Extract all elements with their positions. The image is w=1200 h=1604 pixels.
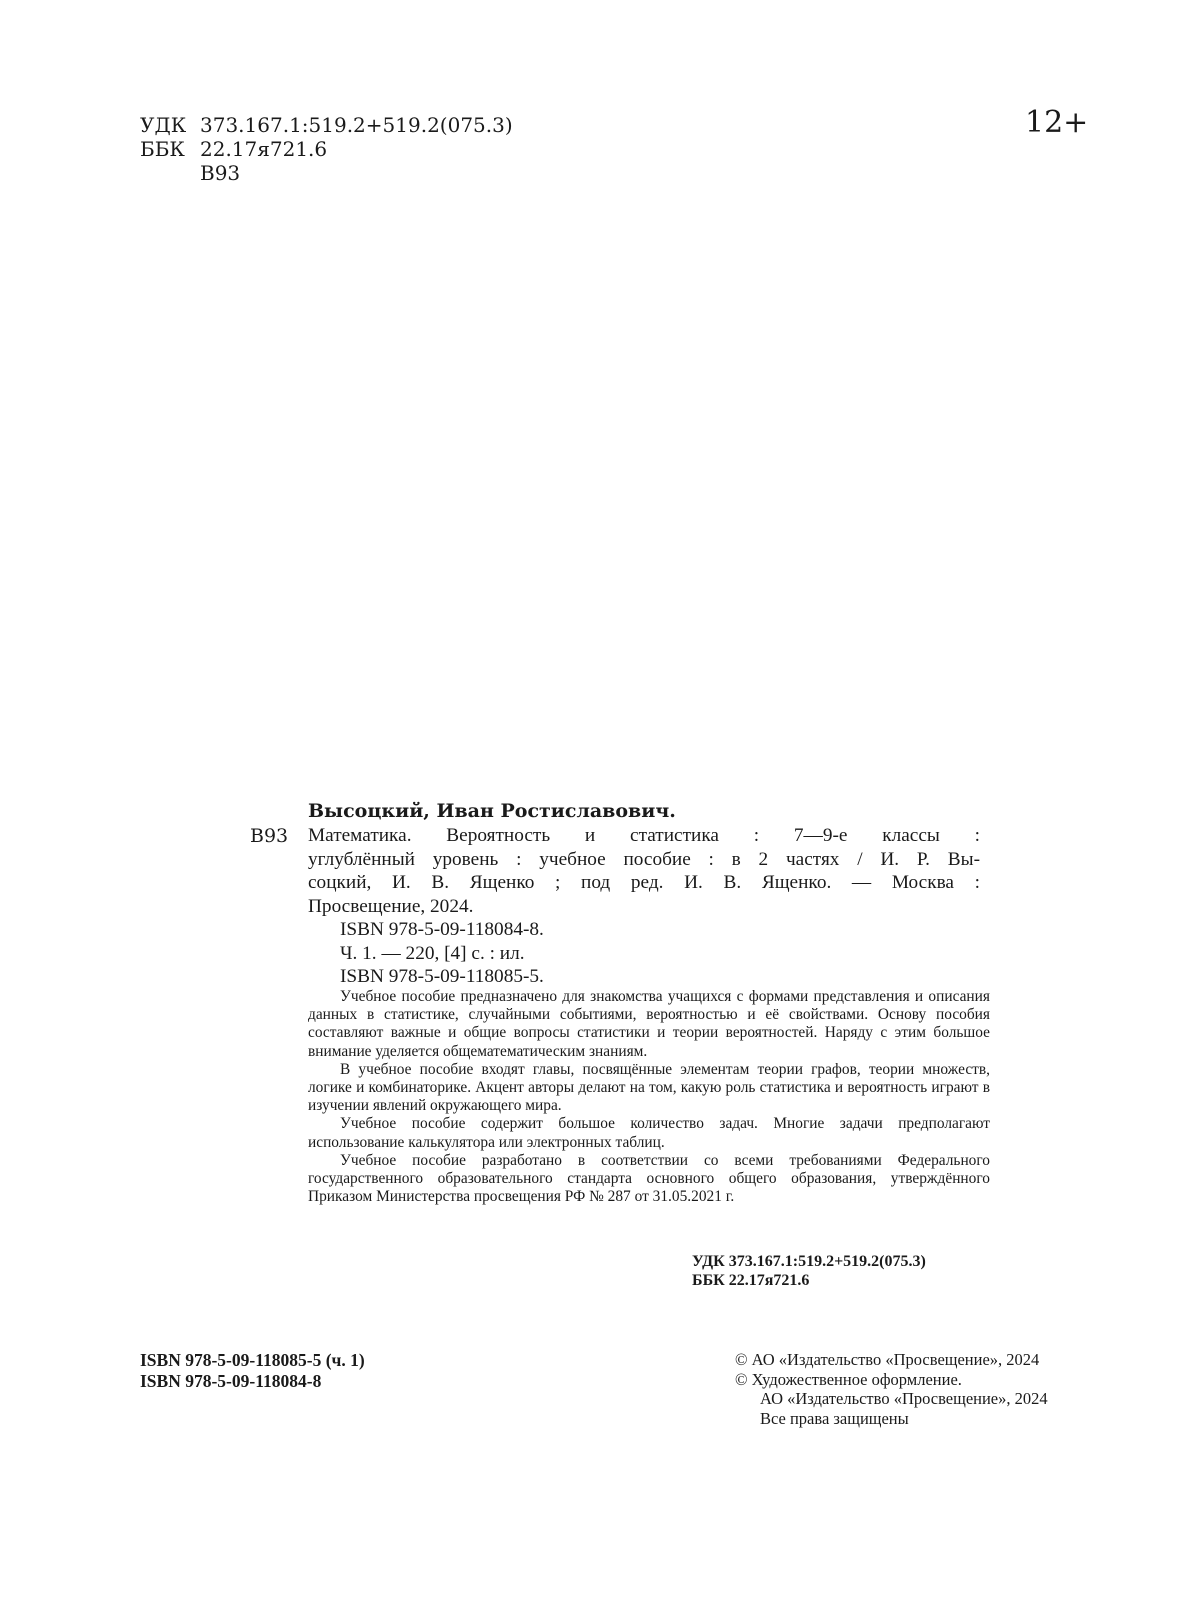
annotation-paragraph: Учебное пособие разработано в соответствии со всеми требованиями Федерального государственного образовательного стандарта основного общего образования, утверждённого Приказом Министерства просвещения РФ № 287 от 31.05.2021 г. — [308, 1151, 990, 1206]
isbn-footer-line: ISBN 978-5-09-118085-5 (ч. 1) — [140, 1350, 365, 1370]
udk-bottom: УДК 373.167.1:519.2+519.2(075.3) — [692, 1253, 926, 1270]
author-mark-left: В93 — [250, 825, 289, 847]
bbk-bottom: ББК 22.17я721.6 — [692, 1272, 810, 1289]
author-mark-top: В93 — [200, 161, 241, 185]
bottom-classification — [692, 1252, 926, 1290]
description-line: Математика. Вероятность и статистика : 7—9-е классы : — [308, 825, 980, 846]
copyright-line: © АО «Издательство «Просвещение», 2024 — [735, 1350, 1040, 1369]
author-mark-row — [140, 161, 513, 185]
isbn-part-block — [340, 918, 544, 989]
annotation-paragraph: Учебное пособие содержит большое количество задач. Многие задачи предполагают использование калькулятора или электронных таблиц. — [308, 1115, 990, 1151]
annotation-paragraph: Учебное пособие предназначено для знакомства учащихся с формами представления и описания данных в статистике, случайными событиями, вероятностью и её свойствами. Основу пособия составляют важные и общие вопросы статистики и теории вероятностей. Наряду с этим большое внимание уделяется общематематическим знаниям. — [308, 988, 990, 1060]
bibliographic-description — [308, 824, 980, 918]
udk-value: 373.167.1:519.2+519.2(075.3) — [200, 113, 513, 137]
top-classification — [140, 113, 513, 185]
isbn-part: ISBN 978-5-09-118085-5. — [340, 966, 544, 987]
isbn-footer-line: ISBN 978-5-09-118084-8 — [140, 1371, 322, 1391]
age-rating: 12+ — [1025, 105, 1089, 140]
copyright-block — [735, 1350, 1048, 1428]
copyright-line: АО «Издательство «Просвещение», 2024 — [760, 1389, 1048, 1408]
isbn-footer — [140, 1350, 365, 1392]
bbk-label: ББК — [140, 137, 185, 161]
part-info: Ч. 1. — 220, [4] с. : ил. — [340, 942, 525, 964]
copyright-line: Все права защищены — [760, 1408, 909, 1428]
description-line: соцкий, И. В. Ященко ; под ред. И. В. Ященко. — Москва : — [308, 872, 980, 893]
isbn-general: ISBN 978-5-09-118084-8. — [340, 919, 544, 940]
description-line: углублённый уровень : учебное пособие : в 2 частях / И. Р. Вы- — [308, 848, 980, 870]
author-heading: Высоцкий, Иван Ростиславович. — [308, 800, 676, 822]
udk-label: УДК — [140, 113, 187, 137]
annotation-paragraph: В учебное пособие входят главы, посвящённые элементам теории графов, теории множеств, логике и комбинаторике. Акцент авторы делают на том, какую роль статистика и вероятность играют в изучении явлений окружающего мира. — [308, 1060, 990, 1115]
annotation — [308, 988, 990, 1206]
description-line: Просвещение, 2024. — [308, 895, 474, 917]
udk-row — [140, 113, 513, 137]
bbk-value: 22.17я721.6 — [200, 137, 328, 161]
bbk-row — [140, 137, 513, 161]
copyright-line: © Художественное оформление. — [735, 1369, 962, 1389]
